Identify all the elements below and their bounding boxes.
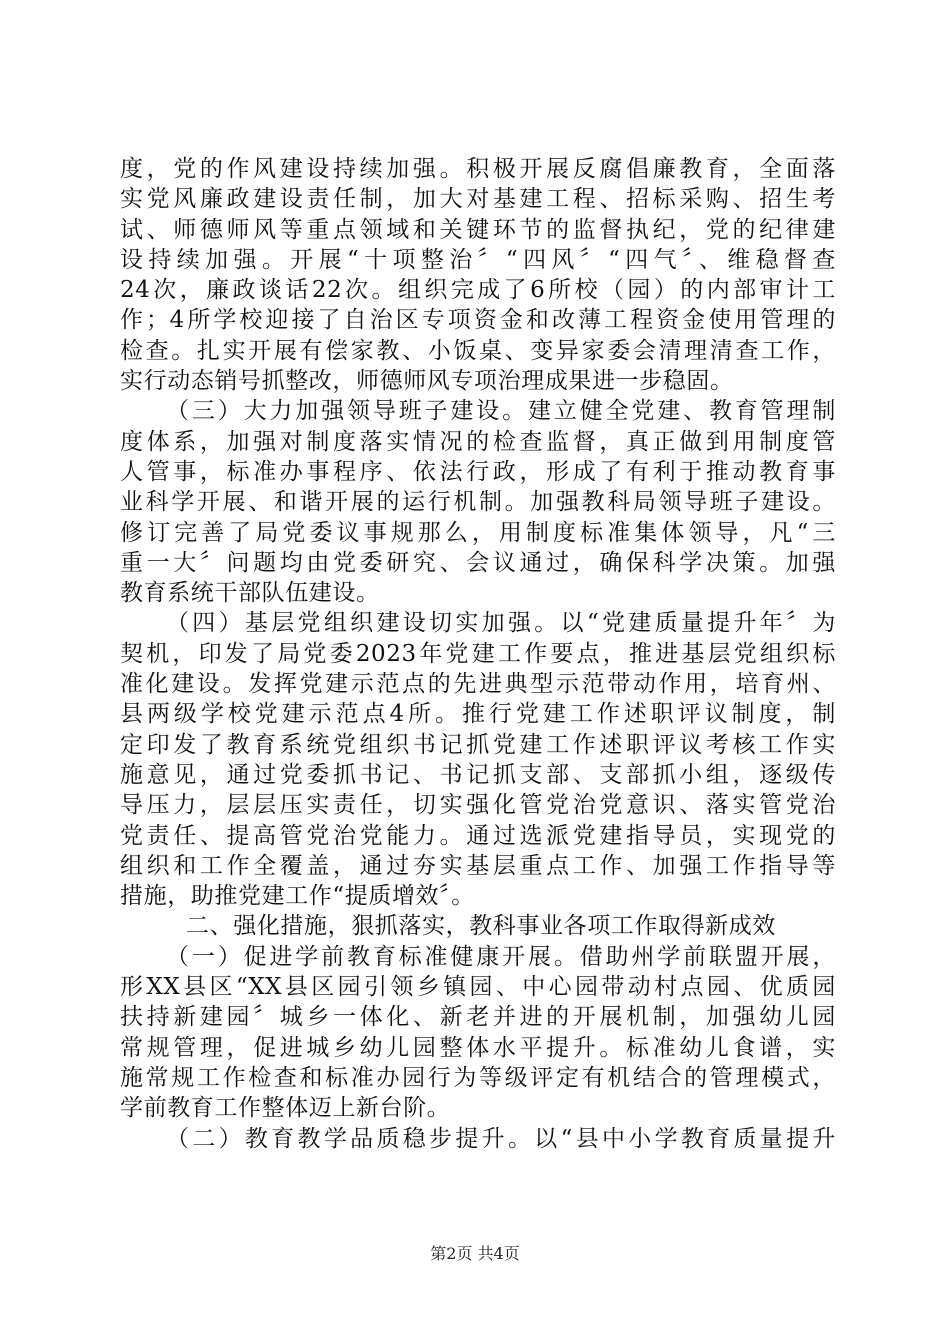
text-line: 作；4所学校迎接了自治区专项资金和改薄工程资金使用管理的 (120, 307, 836, 334)
text-line: 设持续加强。开展“十项整治〞“四风〞“四气〞、维稳督查 (120, 246, 836, 273)
text-line: 扶持新建园〞城乡一体化、新老并进的开展机制，加强幼儿园 (120, 1004, 836, 1031)
document-body (120, 154, 836, 1154)
text-line: （二）教育教学品质稳步提升。以“县中小学教育质量提升 (166, 1125, 836, 1152)
text-line: （一）促进学前教育标准健康开展。借助州学前联盟开展， (166, 943, 836, 970)
text-line: 人管事，标准办事程序、依法行政，形成了有利于推动教育事 (120, 458, 836, 485)
text-line: 组织和工作全覆盖，通过夯实基层重点工作、加强工作指导等 (120, 852, 836, 879)
text-line: 业科学开展、和谐开展的运行机制。加强教科局领导班子建设。 (120, 489, 836, 516)
text-line: 党责任、提高管党治党能力。通过选派党建指导员，实现党的 (120, 822, 836, 849)
text-line: 措施，助推党建工作“提质增效〞。 (120, 883, 475, 910)
text-line: 县两级学校党建示范点4所。推行党建工作述职评议制度，制 (120, 701, 836, 728)
text-line: 施意见，通过党委抓书记、书记抓支部、支部抓小组，逐级传 (120, 761, 836, 788)
page-footer (0, 1244, 950, 1264)
text-line: （三）大力加强领导班子建设。建立健全党建、教育管理制 (166, 398, 836, 425)
text-line: 形XX县区“XX县区园引领乡镇园、中心园带动村点园、优质园 (120, 974, 836, 1001)
text-line: 教育系统干部队伍建设。 (120, 580, 380, 607)
text-line: 契机，印发了局党委2023年党建工作要点，推进基层党组织标 (120, 640, 836, 667)
text-line: （四）基层党组织建设切实加强。以“党建质量提升年〞为 (166, 610, 836, 637)
text-line: 学前教育工作整体迈上新台阶。 (120, 1095, 451, 1122)
text-line: 试、师德师风等重点领域和关键环节的监督执纪，党的纪律建 (120, 216, 836, 243)
text-line: 常规管理，促进城乡幼儿园整体水平提升。标准幼儿食谱，实 (120, 1034, 836, 1061)
text-line: 施常规工作检查和标准办园行为等级评定有机结合的管理模式， (120, 1064, 836, 1091)
section-heading: 二、强化措施，狠抓落实，教科事业各项工作取得新成效 (186, 913, 776, 940)
text-line: 度，党的作风建设持续加强。积极开展反腐倡廉教育，全面落 (120, 156, 836, 182)
text-line: 24次，廉政谈话22次。组织完成了6所校（园）的内部审计工 (120, 277, 836, 304)
text-line: 度体系，加强对制度落实情况的检查监督，真正做到用制度管 (120, 428, 836, 455)
text-line: 导压力，层层压实责任，切实强化管党治党意识、落实管党治 (120, 792, 836, 819)
text-line: 定印发了教育系统党组织书记抓党建工作述职评议考核工作实 (120, 731, 836, 758)
text-line: 修订完善了局党委议事规那么，用制度标准集体领导，凡“三 (120, 519, 836, 546)
text-line: 检查。扎实开展有偿家教、小饭桌、变异家委会清理清查工作， (120, 337, 836, 364)
page-number: 第2页 共4页 (430, 1244, 520, 1263)
text-line: 实行动态销号抓整改，师德师风专项治理成果进一步稳固。 (120, 368, 734, 395)
text-line: 实党风廉政建设责任制，加大对基建工程、招标采购、招生考 (120, 186, 836, 213)
text-line: 准化建设。发挥党建示范点的先进典型示范带动作用，培育州、 (120, 671, 836, 698)
text-line: 重一大〞问题均由党委研究、会议通过，确保科学决策。加强 (120, 549, 836, 576)
